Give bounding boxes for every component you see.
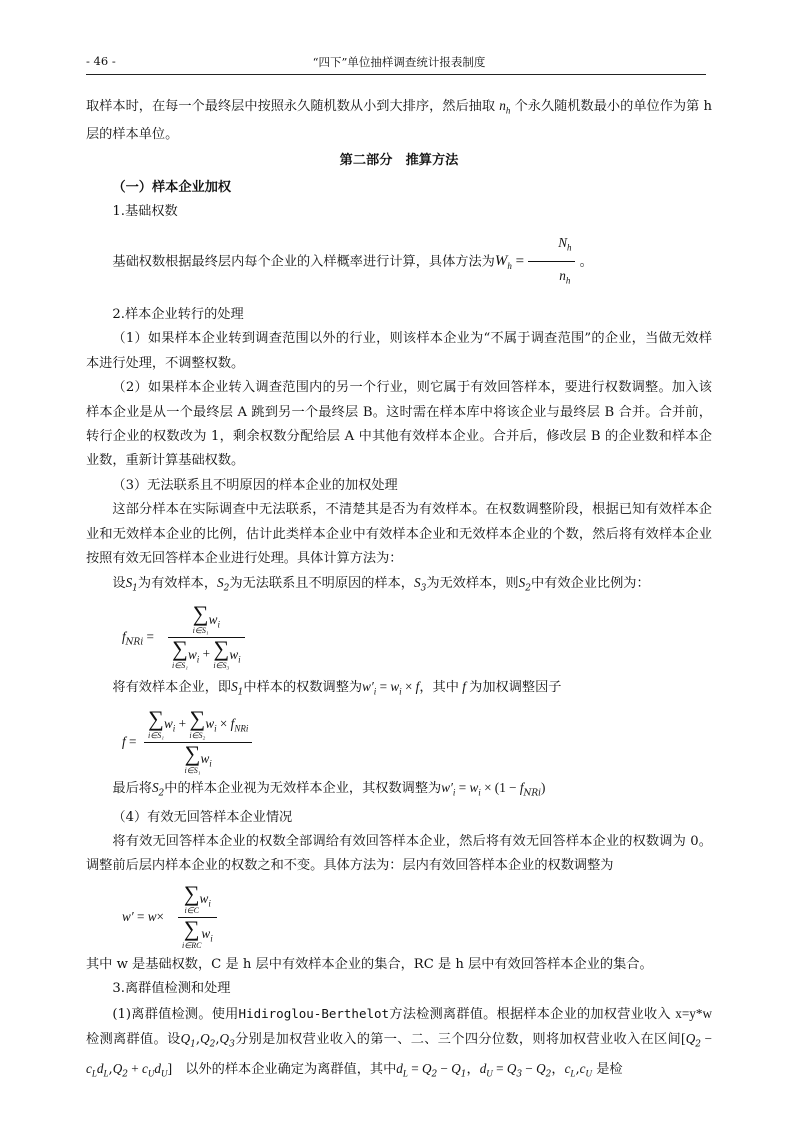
- intro-paragraph: 取样本时，在每一个最终层中按照永久随机数从小到大排序，然后抽取 $n_h$ 个永久随机数最小的单位作为第 h 层的样本单位。: [86, 98, 712, 143]
- case-1-paragraph: （1）如果样本企业转到调查范围以外的行业，则该样本企业为“不属于调查范围”的企业，当做无效样本进行处理，不调整权数。: [86, 331, 712, 371]
- subsection-title-2: 2.样本企业转行的处理: [112, 306, 244, 322]
- case-4-title: （4）有效无回答样本企业情况: [112, 809, 293, 825]
- outlier-paragraph: (1)离群值检测。使用Hidiroglou-Berthelot方法检测离群值。根据样本企业的加权营业收入 x=y*w 检测离群值。设$Q_1,Q_2,Q_3$分别是加权营业收入的第一、二、三个四分位数，则将加权营业收入在区间$[Q_2 - c_Ld_L,Q_2 + c_Ud_U]$ 以外的样本企业确定为离群值，其中$d_L = Q_2 - Q_1$，$d_U = Q_3 - Q_2$，$c_L,c_U$ 是检: [86, 1005, 713, 1080]
- subsection-title-3: 3.离群值检测和处理: [112, 981, 231, 997]
- document-title: “四下”单位抽样调查统计报表制度: [312, 55, 486, 69]
- nonresponse-weight-formula: w′ = w× ∑ i∈C $w_i$ ∑ i∈RC $w_i$: [122, 881, 712, 951]
- case-3-title: （3）无法联系且不明原因的样本企业的加权处理: [112, 477, 398, 493]
- subsection-title-1: 1.基础权数: [112, 204, 178, 220]
- base-weight-formula: $\frac{N_h}{n_h}$: [528, 229, 576, 295]
- sample-definition: 设$S_1$为有效样本，$S_2$为无法联系且不明原因的样本，$S_3$为无效样本，则$S_2$中有效企业比例为：: [112, 575, 650, 595]
- f-nr-formula: $f_{NRi}$ = ∑ i∈S₁ $w_i$ ∑ i∈S₁ $w_i$ + ∑ i∈S₃ $w_i$: [122, 603, 712, 673]
- adjustment-paragraph: 将有效样本企业，即$S_1$中样本的权数调整为$w'_i = w_i \times f$，其中 f 为加权调整因子: [112, 679, 562, 699]
- final-adjustment-paragraph: 最后将$S_2$中的样本企业视为无效样本企业，其权数调整为$w'_i = w_i \times (1 - f_{NRi})$: [112, 779, 546, 799]
- notation-paragraph: 其中 w 是基础权数，C 是 h 层中有效样本企业的集合，RC 是 h 层中有效回答样本企业的集合。: [86, 956, 653, 972]
- adjustment-factor-formula: f = ∑ i∈S₁ $w_i$ + ∑ i∈S₂ $w_i \times f_{NRi}$ ∑ i∈S₁ $w_i$: [122, 708, 712, 774]
- header-rule: [86, 74, 706, 75]
- section-title: （一）样本企业加权: [112, 179, 232, 195]
- base-weight-paragraph: 基础权数根据最终层内每个企业的入样概率进行计算，具体方法为$W_h$ = $\frac{N_h}{n_h}$ 。: [86, 229, 712, 295]
- page-number: - 46 -: [86, 54, 116, 68]
- case-4-paragraph: 将有效无回答样本企业的权数全部调给有效回答样本企业，然后将有效无回答样本企业的权数调为 0。调整前后层内样本企业的权数之和不变。具体方法为：层内有效回答样本企业的权数调整为: [86, 833, 712, 874]
- case-2-paragraph: （2）如果样本企业转入调查范围内的另一个行业，则它属于有效回答样本，要进行权数调整。加入该样本企业是从一个最终层 A 跳到另一个最终层 B。这时需在样本库中将该企业与最终层 B 合并。合并前，转行企业的权数改为 1，剩余权数分配给层 A 中其他有效样本企业。合并后，修改层 B 的企业数和样本企业数，重新计算基础权数。: [86, 380, 712, 469]
- page-body: [86, 94, 712, 1087]
- part-title: 第二部分 推算方法: [339, 153, 459, 169]
- case-3-paragraph: 这部分样本在实际调查中无法联系，不清楚其是否为有效样本。在权数调整阶段，根据已知有效样本企业和无效样本企业的比例，估计此类样本企业中有效样本企业和无效样本企业的个数，然后将有效样本企业按照有效无回答样本企业进行处理。具体计算方法为：: [86, 502, 712, 567]
